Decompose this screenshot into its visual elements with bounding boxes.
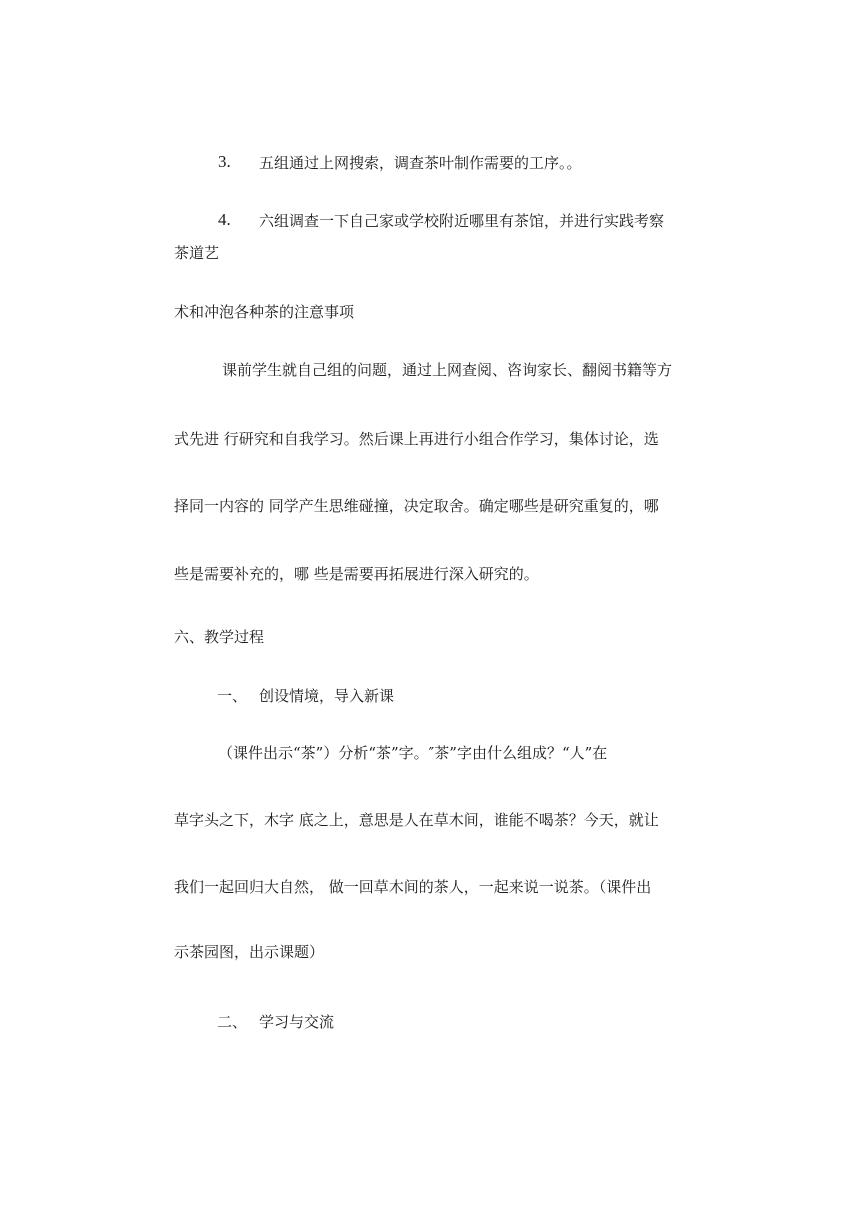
intro-paragraph-line-4: 示茶园图，出示课题） [174,943,325,961]
intro-paragraph-line-3: 我们一起回归大自然， 做一回草木间的茶人，一起来说一说茶。（课件出 [174,878,652,896]
item-3-text: 五组通过上网搜索，调查茶叶制作需要的工序。。 [259,154,582,172]
prep-paragraph-line-4: 些是需要补充的，哪 些是需要再拓展进行深入研究的。 [174,565,539,583]
intro-paragraph-line-1: （课件出示“茶”）分析“茶”字。″茶”字由什么组成？“人”在 [218,744,608,762]
section-6-heading: 六、教学过程 [174,628,265,646]
item-4-number: 4. [218,210,231,229]
step-1-number: 一、 [217,687,248,705]
item-4-text: 六组调查一下自己家或学校附近哪里有茶馆，并进行实践考察 [259,212,665,230]
step-1-title: 创设情境，导入新课 [259,687,395,705]
item-4-continuation-1: 茶道艺 [174,244,220,262]
prep-paragraph-line-1: 课前学生就自己组的问题，通过上网查阅、咨询家长、翻阅书籍等方 [222,361,673,379]
prep-paragraph-line-3: 择同一内容的 同学产生思维碰撞，决定取舍。确定哪些是研究重复的，哪 [174,497,659,515]
intro-paragraph-line-2: 草字头之下，木字 底之上，意思是人在草木间，谁能不喝茶？今天，就让 [174,811,659,829]
item-3-number: 3. [218,152,231,171]
step-2-number: 二、 [217,1013,248,1031]
step-2-title: 学习与交流 [259,1013,335,1031]
prep-paragraph-line-2: 式先进 行研究和自我学习。然后课上再进行小组合作学习，集体讨论，选 [174,430,659,448]
item-4-continuation-2: 术和冲泡各种茶的注意事项 [174,303,355,321]
